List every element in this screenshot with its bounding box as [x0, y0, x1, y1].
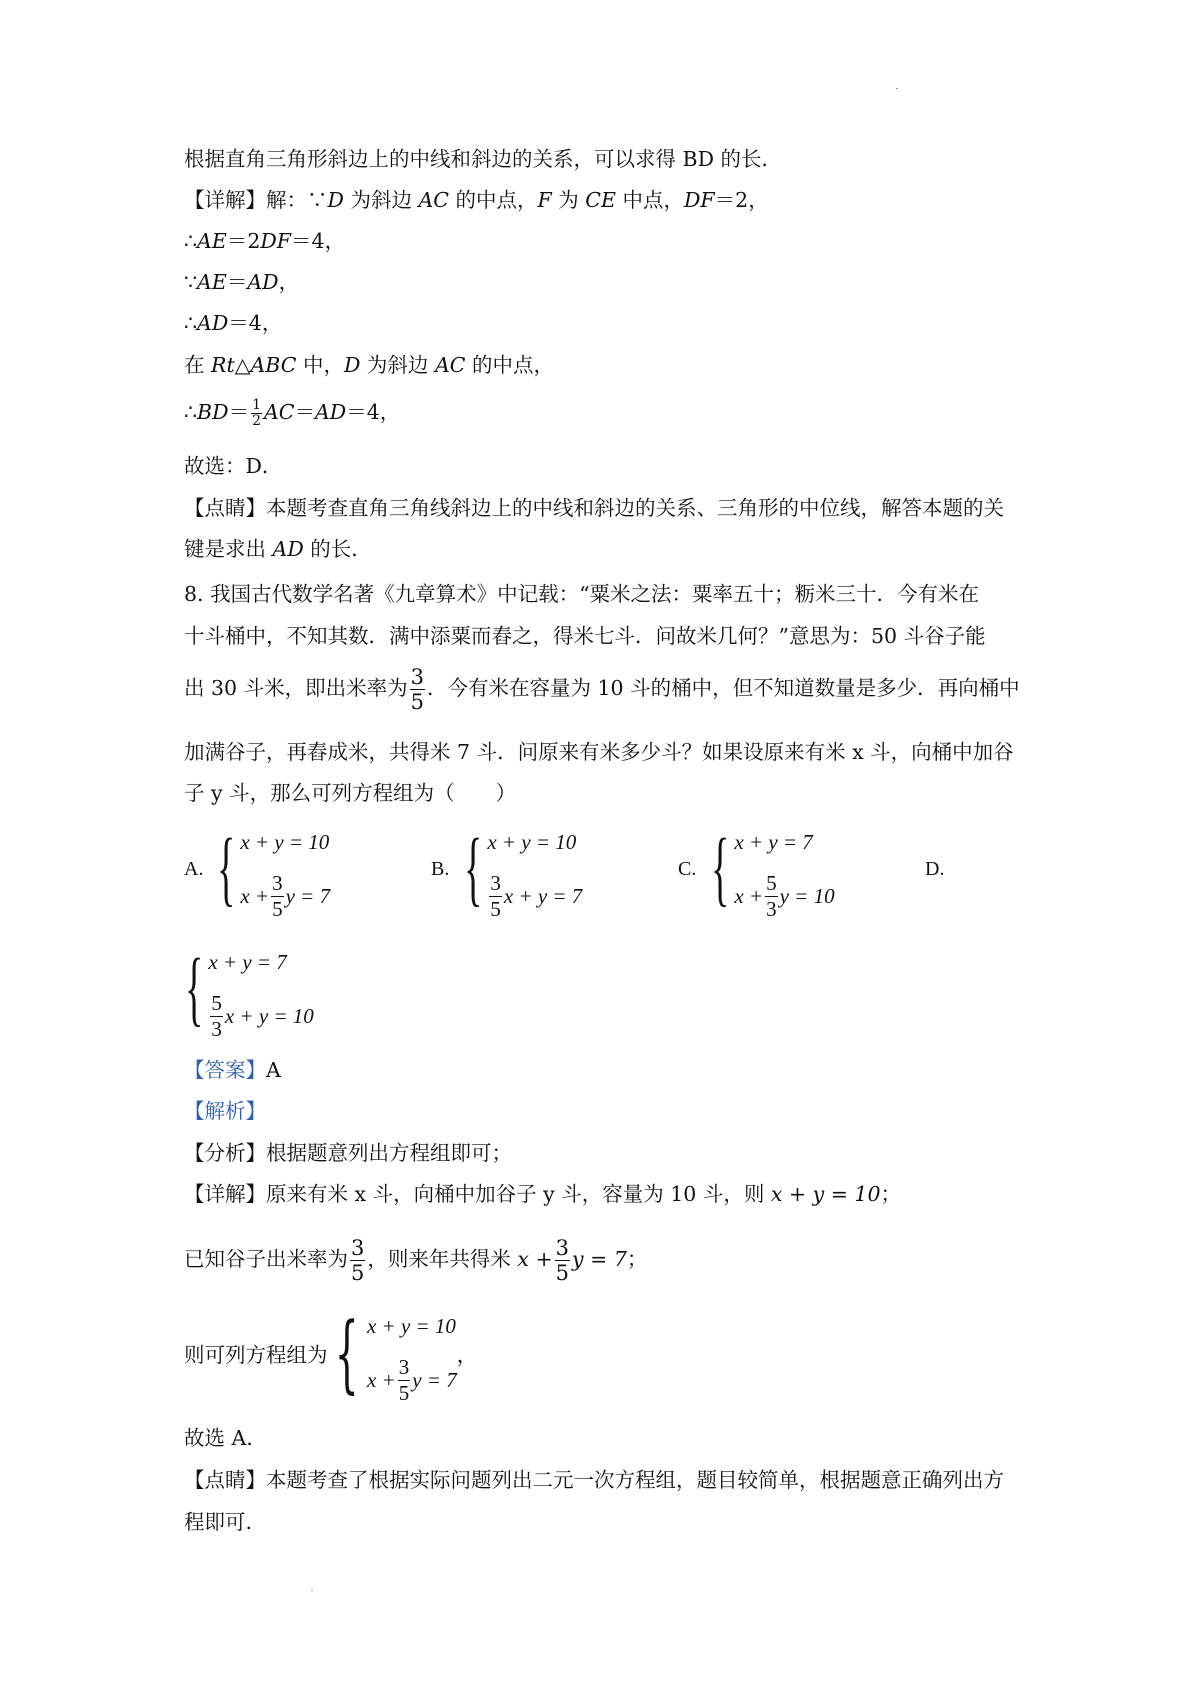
question-8-line-1: 8. 我国古代数学名著《九章算术》中记载：“粟米之法：粟率五十；粝米三十．今有米在 — [184, 582, 980, 606]
detail-line-3: ∵AE＝AD， — [184, 270, 300, 294]
solution-intro-line: 根据直角三角形斜边上的中线和斜边的关系，可以求得 BD 的长． — [184, 147, 783, 171]
option-a-label: A. — [184, 858, 204, 880]
detail-line-2: ∴AE＝2DF＝4， — [184, 229, 346, 253]
comment-line-1: 【点睛】本题考查直角三角线斜边上的中线和斜边的关系、三角形的中位线，解答本题的关 — [184, 496, 1004, 520]
question-8-line-4: 加满谷子，再舂成米，共得米 7 斗．问原来有米多少斗？如果设原来有米 x 斗，向桶中加谷 — [184, 740, 1014, 764]
question-8-line-2: 十斗桶中，不知其数．满中添粟而舂之，得米七斗．问故米几何？”意思为：50 斗谷子能 — [184, 624, 986, 648]
answer-line — [184, 1056, 281, 1084]
answer-value: A — [266, 1058, 281, 1082]
option-b-system: { x + y = 10 $\frac{3}{5}$ x + y = 7 — [464, 822, 583, 921]
option-c-system: { x + y = 7 x + $\frac{5}{3}$ y = 10 — [711, 822, 835, 921]
detail-line-5: 在 Rt△ABC 中，D 为斜边 AC 的中点， — [184, 353, 554, 377]
option-c-label: C. — [678, 858, 697, 880]
choose-line: 故选 A． — [184, 1426, 267, 1450]
fraction-one-half: $\frac{1}{2}$ — [252, 397, 261, 429]
option-d-label: D. — [925, 858, 945, 880]
xiangjie-line: 【详解】原来有米 x 斗，向桶中加谷子 y 斗，容量为 10 斗，则 x + y = 10； — [184, 1182, 901, 1206]
derived-system: 则可列方程组为 { x + y = 10 x + $\frac{3}{5}$ y = 7 ， — [184, 1304, 478, 1405]
detail-line-1: 【详解】解：∵D 为斜边 AC 的中点，F 为 CE 中点，DF＝2， — [184, 188, 769, 212]
option-a-system: { x + y = 10 x + $\frac{3}{5}$ y = 7 — [217, 822, 331, 921]
comment2-line-2: 程即可. — [184, 1510, 253, 1534]
comment2-tag: 【点睛】 — [184, 1468, 266, 1492]
comment-tag: 【点睛】 — [184, 496, 266, 520]
detail-line-4: ∴AD＝4， — [184, 311, 283, 335]
comment-line-2: 键是求出 AD 的长． — [184, 537, 372, 561]
option-b-label: B. — [431, 858, 450, 880]
fenxi-line: 【分析】根据题意列出方程组即可； — [184, 1141, 512, 1165]
question-8-line-3: 出 30 斗米，即出米率为 $\frac{3}{5}$ ．今有米在容量为 10 斗的桶中，但不知道数量是多少．再向桶中 — [184, 665, 1020, 715]
analysis-tag: 【解析】 — [184, 1099, 266, 1123]
scan-dot — [311, 1590, 313, 1591]
option-d-system: { x + y = 7 $\frac{5}{3}$ x + y = 10 — [185, 942, 314, 1041]
detail-line-6: ∴BD＝ $\frac{1}{2}$ AC＝AD＝4， — [184, 397, 401, 429]
scan-dot — [896, 88, 898, 89]
fenxi-tag: 【分析】 — [184, 1141, 266, 1165]
choice-line: 故选：D． — [184, 454, 283, 478]
rate-line: 已知谷子出米率为 $\frac{3}{5}$ ，则来年共得米 x + $\frac{3}{5}$ y = 7； — [184, 1236, 648, 1286]
xiangjie-tag: 【详解】 — [184, 1182, 266, 1206]
answer-tag: 【答案】 — [184, 1058, 266, 1082]
fraction-three-fifths: $\frac{3}{5}$ — [410, 665, 424, 715]
detail-tag: 【详解】 — [184, 188, 266, 212]
question-8-line-5: 子 y 斗，那么可列方程组为（ ） — [184, 781, 517, 805]
comment2-line-1: 【点睛】本题考查了根据实际问题列出二元一次方程组，题目较简单，根据题意正确列出方 — [184, 1468, 1004, 1492]
